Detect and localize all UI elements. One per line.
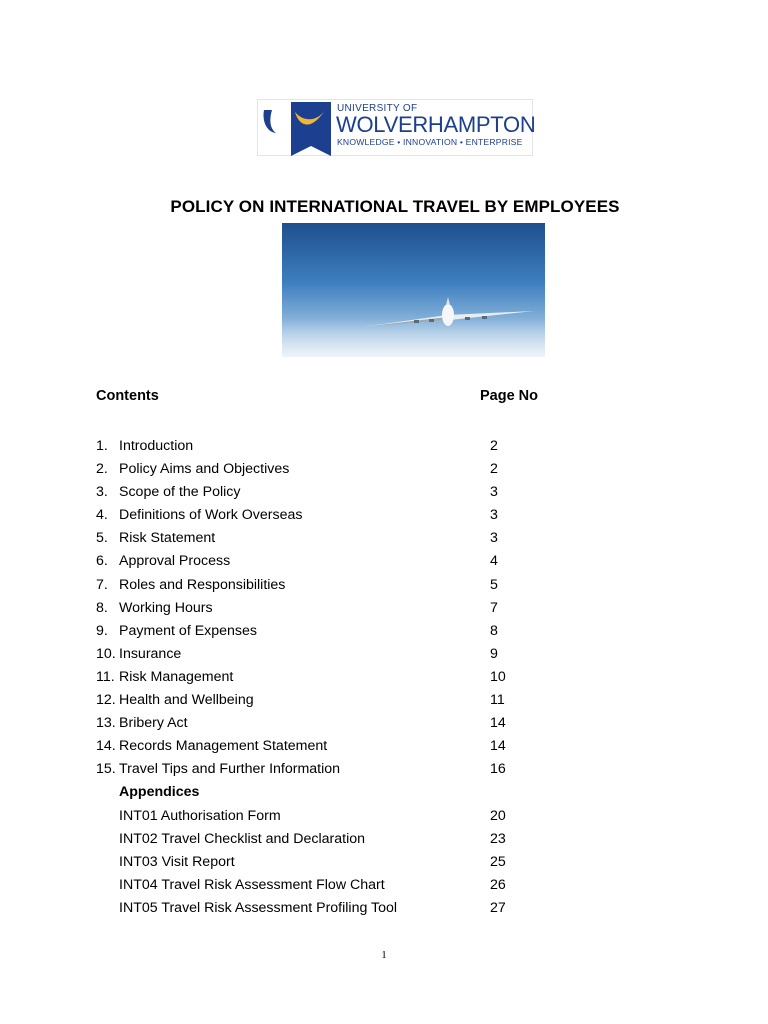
document-title: POLICY ON INTERNATIONAL TRAVEL BY EMPLOYEES — [170, 197, 620, 216]
toc-entry: 7. Roles and Responsibilities 5 — [96, 576, 498, 593]
toc-entry: 4. Definitions of Work Overseas 3 — [96, 507, 498, 524]
toc-entry: 3. Scope of the Policy 3 — [96, 484, 498, 501]
airplane-sky-image — [282, 223, 545, 357]
appendix-entry: INT05 Travel Risk Assessment Profiling Tool 27 — [119, 899, 506, 916]
toc-entry: 6. Approval Process 4 — [96, 553, 498, 570]
airplane-photo — [282, 223, 545, 357]
logo-line-wolverhampton: WOLVERHAMPTON — [336, 112, 536, 137]
appendix-entry: INT03 Visit Report 25 — [119, 853, 506, 870]
page-no-heading: Page No — [480, 388, 539, 404]
toc-entry: 5. Risk Statement 3 — [96, 530, 498, 547]
contents-heading: Contents — [96, 388, 159, 404]
page-number: 1 — [381, 949, 387, 961]
toc-entry: 15. Travel Tips and Further Information 16 — [96, 761, 506, 778]
toc-entry: 9. Payment of Expenses 8 — [96, 622, 498, 639]
toc-entry: 10. Insurance 9 — [96, 645, 498, 662]
toc-entry: 1. Introduction 2 — [96, 438, 498, 454]
toc-entry: 13. Bribery Act 14 — [96, 715, 506, 732]
toc-entry: 14. Records Management Statement 14 — [96, 738, 506, 755]
toc-entry: 2. Policy Aims and Objectives 2 — [96, 461, 498, 478]
appendix-entry: INT04 Travel Risk Assessment Flow Chart 26 — [119, 876, 506, 893]
table-of-contents — [96, 436, 536, 921]
appendices-heading: Appendices — [119, 784, 200, 801]
logo-tagline: KNOWLEDGE • INNOVATION • ENTERPRISE — [337, 137, 523, 147]
toc-entry: 12. Health and Wellbeing 11 — [96, 692, 505, 709]
logo-shield-icon — [291, 102, 331, 156]
appendix-entry: INT01 Authorisation Form 20 — [119, 807, 506, 824]
appendix-entry: INT02 Travel Checklist and Declaration 23 — [119, 830, 506, 847]
logo-line-university-of: UNIVERSITY OF — [337, 103, 418, 114]
university-logo — [257, 99, 536, 156]
toc-entry: 8. Working Hours 7 — [96, 599, 498, 616]
toc-entry: 11. Risk Management 10 — [96, 668, 506, 685]
